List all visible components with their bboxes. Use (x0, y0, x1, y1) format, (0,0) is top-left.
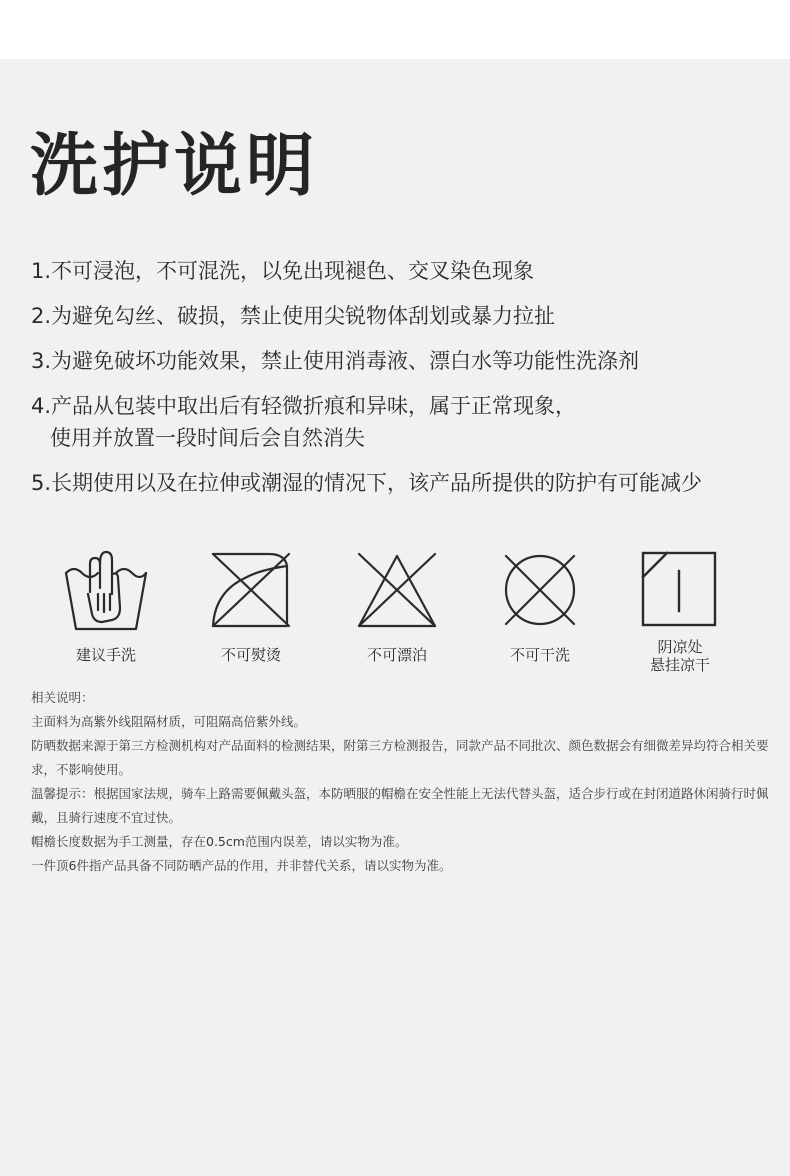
notes-heading: 相关说明： (31, 690, 94, 705)
care-rule-line: 使用并放置一段时间后会自然消失 (50, 426, 365, 450)
hand-wash-label: 建议手洗 (75, 646, 136, 664)
no-bleach-icon (357, 552, 437, 628)
note-item: 主面料为高紫外线阻隔材质，可阻隔高倍紫外线。 (31, 714, 307, 729)
note-item: 温馨提示：根据国家法规，骑车上路需要佩戴头盔，本防晒服的帽檐在安全性能上无法代替头盔，适合步行或在封闭道路休闲骑行时佩戴，且骑行速度不宜过快。 (31, 786, 769, 825)
notes-section (31, 686, 776, 878)
label-line: 阴凉处 (657, 638, 703, 656)
no-dry-clean-label: 不可干洗 (509, 646, 570, 664)
care-rule (31, 390, 576, 454)
care-rule: 5.长期使用以及在拉伸或潮湿的情况下，该产品所提供的防护有可能减少 (31, 471, 703, 495)
no-bleach-label: 不可漂泊 (366, 646, 427, 664)
note-item: 防晒数据来源于第三方检测机构对产品面料的检测结果，附第三方检测报告，同款产品不同批次、颜色数据会有细微差异均符合相关要求，不影响使用。 (31, 738, 769, 777)
no-iron-icon (211, 552, 291, 628)
page-title: 洗护说明 (30, 127, 319, 206)
shade-hang-dry-icon (641, 551, 719, 629)
note-item: 帽檐长度数据为手工测量，存在0.5cm范围内误差，请以实物为准。 (31, 834, 408, 849)
hand-wash-icon (64, 550, 148, 632)
no-dry-clean-icon (502, 552, 578, 628)
label-line: 悬挂凉干 (649, 656, 710, 674)
care-rule: 3.为避免破坏功能效果，禁止使用消毒液、漂白水等功能性洗涤剂 (31, 349, 640, 373)
care-rule: 1.不可浸泡，不可混洗，以免出现褪色、交叉染色现象 (31, 259, 535, 283)
shade-hang-dry-label (640, 638, 720, 674)
note-item: 一件顶6件指产品具备不同防晒产品的作用，并非替代关系，请以实物为准。 (31, 858, 452, 873)
care-rule-line: 4.产品从包装中取出后有轻微折痕和异味，属于正常现象， (31, 394, 577, 418)
care-rule: 2.为避免勾丝、破损，禁止使用尖锐物体刮划或暴力拉扯 (31, 304, 556, 328)
no-iron-label: 不可熨烫 (220, 646, 281, 664)
